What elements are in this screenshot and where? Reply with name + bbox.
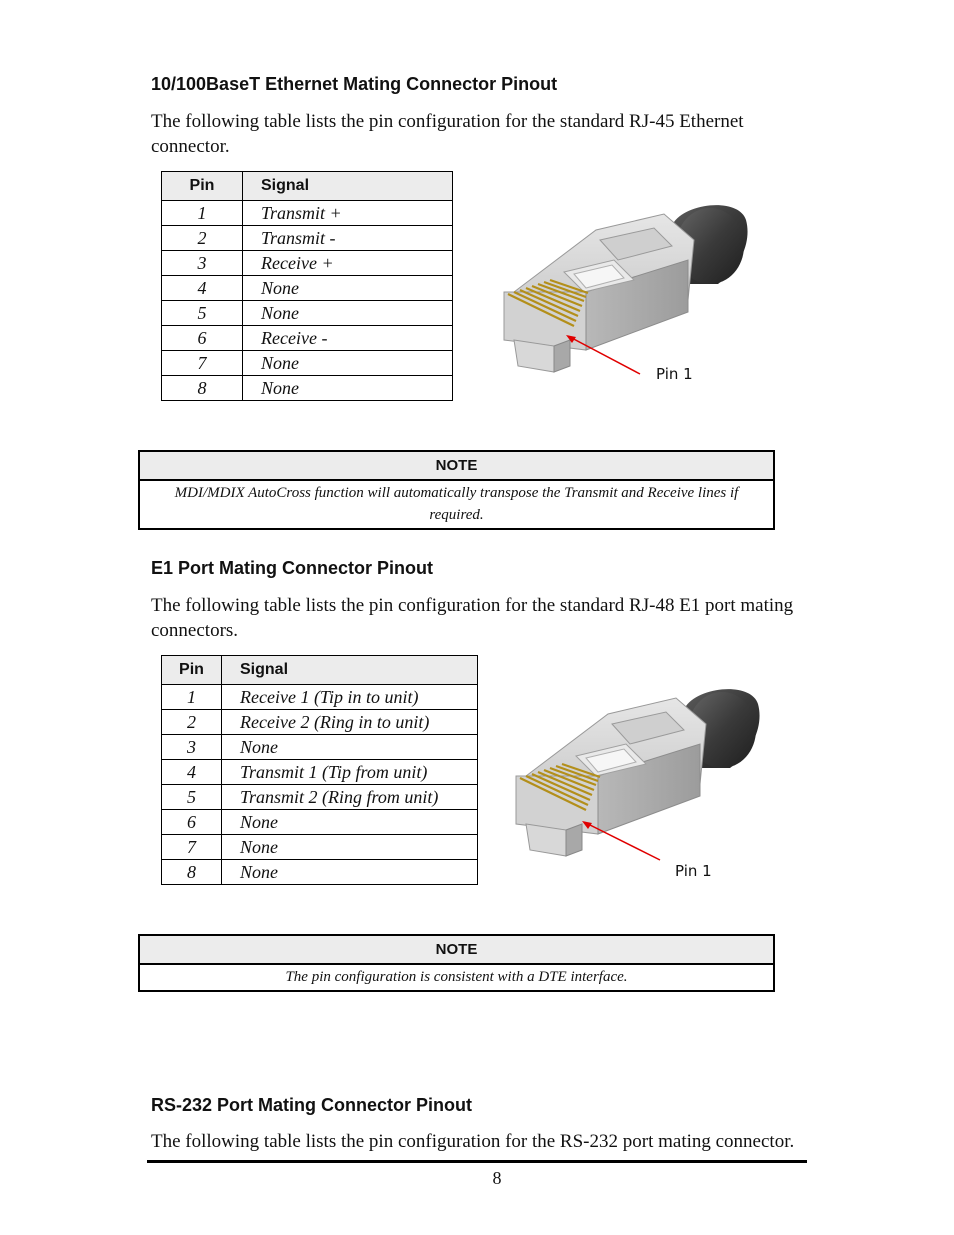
- signal-cell: None: [243, 301, 453, 326]
- pin-cell: 6: [162, 326, 243, 351]
- table-row: [162, 201, 453, 226]
- table-row: [162, 835, 478, 860]
- pin-cell: 4: [162, 276, 243, 301]
- signal-cell: Transmit 1 (Tip from unit): [222, 760, 478, 785]
- column-header-pin: Pin: [162, 172, 243, 201]
- rs232-heading: RS-232 Port Mating Connector Pinout: [151, 1095, 473, 1115]
- ethernet-pin-table: [161, 171, 453, 401]
- pin-cell: 5: [162, 301, 243, 326]
- note-title: NOTE: [140, 936, 773, 965]
- pin-cell: 8: [162, 860, 222, 885]
- pin-cell: 4: [162, 760, 222, 785]
- e1-intro: The following table lists the pin configuration for the standard RJ-48 E1 port mating connectors.: [151, 595, 794, 641]
- table-row: [162, 810, 478, 835]
- e1-note-box: [138, 934, 775, 992]
- ethernet-note-box: [138, 450, 775, 530]
- page-number: 8: [492, 1168, 502, 1188]
- pin-1-pointer-line: [584, 822, 660, 860]
- signal-cell: Transmit -: [243, 226, 453, 251]
- column-header-pin: Pin: [162, 656, 222, 685]
- table-header-row: [162, 656, 478, 685]
- pin-cell: 7: [162, 835, 222, 860]
- table-row: [162, 710, 478, 735]
- note-text: The pin configuration is consistent with a DTE interface.: [285, 969, 628, 985]
- pin-cell: 2: [162, 226, 243, 251]
- pin-cell: 3: [162, 251, 243, 276]
- table-row: [162, 251, 453, 276]
- pin-cell: 6: [162, 810, 222, 835]
- pin-cell: 8: [162, 376, 243, 401]
- signal-cell: None: [222, 810, 478, 835]
- rj45-connector-image: [500, 196, 750, 381]
- signal-cell: Receive 2 (Ring in to unit): [222, 710, 478, 735]
- pin-cell: 5: [162, 785, 222, 810]
- ethernet-intro: The following table lists the pin configuration for the standard RJ-45 Ethernet connector.: [151, 111, 744, 157]
- table-row: [162, 685, 478, 710]
- rs232-intro: The following table lists the pin configuration for the RS-232 port mating connector.: [151, 1131, 795, 1152]
- column-header-signal: Signal: [243, 172, 453, 201]
- pin-cell: 3: [162, 735, 222, 760]
- signal-cell: Transmit 2 (Ring from unit): [222, 785, 478, 810]
- table-row: [162, 351, 453, 376]
- pin-cell: 1: [162, 201, 243, 226]
- pin-cell: 1: [162, 685, 222, 710]
- table-row: [162, 301, 453, 326]
- signal-cell: Receive 1 (Tip in to unit): [222, 685, 478, 710]
- footer-rule: [147, 1160, 807, 1163]
- signal-cell: None: [243, 351, 453, 376]
- pin-cell: 7: [162, 351, 243, 376]
- rj48-connector-image: [512, 680, 762, 865]
- column-header-signal: Signal: [222, 656, 478, 685]
- signal-cell: None: [222, 735, 478, 760]
- ethernet-heading: 10/100BaseT Ethernet Mating Connector Pinout: [151, 74, 558, 94]
- table-row: [162, 860, 478, 885]
- table-row: [162, 226, 453, 251]
- table-row: [162, 276, 453, 301]
- pin-cell: 2: [162, 710, 222, 735]
- table-row: [162, 326, 453, 351]
- table-row: [162, 735, 478, 760]
- signal-cell: Receive +: [243, 251, 453, 276]
- signal-cell: None: [222, 835, 478, 860]
- note-text: MDI/MDIX AutoCross function will automatically transpose the Transmit and Receive lines if required.: [174, 485, 739, 523]
- e1-heading: E1 Port Mating Connector Pinout: [151, 558, 433, 578]
- table-row: [162, 785, 478, 810]
- signal-cell: None: [222, 860, 478, 885]
- note-title: NOTE: [140, 452, 773, 481]
- table-row: [162, 760, 478, 785]
- signal-cell: None: [243, 276, 453, 301]
- signal-cell: None: [243, 376, 453, 401]
- signal-cell: Receive -: [243, 326, 453, 351]
- ethernet-pin-1-label: Pin 1: [656, 365, 693, 383]
- table-header-row: [162, 172, 453, 201]
- signal-cell: Transmit +: [243, 201, 453, 226]
- table-row: [162, 376, 453, 401]
- e1-pin-table: [161, 655, 478, 885]
- e1-pin-1-label: Pin 1: [675, 862, 712, 880]
